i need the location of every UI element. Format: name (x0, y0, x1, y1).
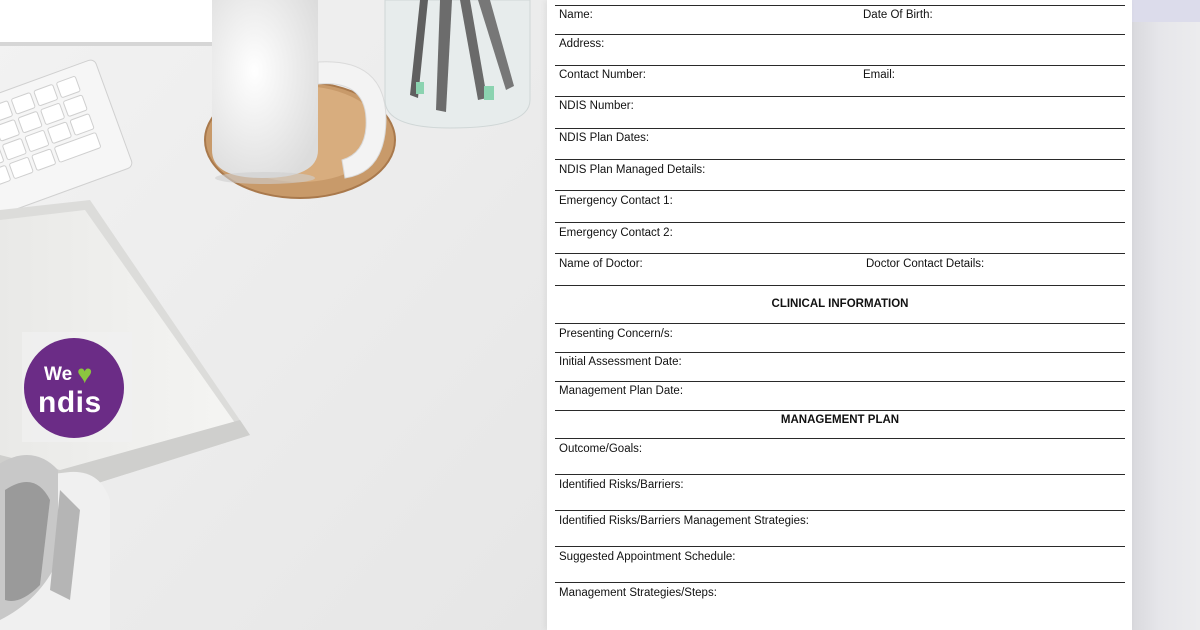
form-divider (555, 285, 1125, 286)
logo-panel (22, 332, 132, 442)
monitor-stand (0, 0, 225, 46)
field-label-risks-barriers: Identified Risks/Barriers: (559, 479, 684, 491)
form-divider (555, 159, 1125, 160)
heart-icon: ♥ (77, 359, 93, 389)
form-divider (555, 381, 1125, 382)
form-divider (555, 582, 1125, 583)
ndis-logo (24, 338, 124, 438)
form-divider (555, 323, 1125, 324)
field-label-presenting-concern: Presenting Concern/s: (559, 328, 673, 340)
pen-jar (385, 0, 530, 128)
form-divider (555, 438, 1125, 439)
form-divider (555, 546, 1125, 547)
field-label-address: Address: (559, 38, 605, 50)
field-label-management-steps: Management Strategies/Steps: (559, 587, 717, 599)
form-divider (555, 96, 1125, 97)
field-label-doctor-contact: Doctor Contact Details: (866, 258, 985, 270)
field-label-risk-management-strategies: Identified Risks/Barriers Management Strategies: (559, 515, 809, 527)
form-divider (555, 5, 1125, 6)
form-divider (555, 222, 1125, 223)
form-divider (555, 253, 1125, 254)
form-divider (555, 128, 1125, 129)
client-form (547, 0, 1132, 630)
field-label-emergency-contact-1: Emergency Contact 1: (559, 195, 673, 207)
field-label-emergency-contact-2: Emergency Contact 2: (559, 227, 673, 239)
section-title-clinical: CLINICAL INFORMATION (771, 298, 909, 310)
headphones (0, 455, 110, 630)
background-tint (1132, 0, 1200, 22)
field-label-ndis-number: NDIS Number: (559, 100, 634, 112)
form-divider (555, 474, 1125, 475)
logo-ndis-text: ndis (38, 386, 102, 419)
form-divider (555, 34, 1125, 35)
form-divider (555, 190, 1125, 191)
field-label-contact-number: Contact Number: (559, 69, 646, 81)
form-divider (555, 510, 1125, 511)
background-strip (1132, 0, 1200, 630)
field-label-plan-dates: NDIS Plan Dates: (559, 132, 650, 144)
desk-photo (0, 0, 547, 630)
field-label-plan-managed-details: NDIS Plan Managed Details: (559, 164, 706, 176)
form-divider (555, 410, 1125, 411)
form-divider (555, 65, 1125, 66)
form-divider (555, 352, 1125, 353)
field-label-date-of-birth: Date Of Birth: (863, 9, 933, 21)
section-title-management: MANAGEMENT PLAN (780, 414, 900, 426)
field-label-outcome-goals: Outcome/Goals: (559, 443, 643, 455)
field-label-appointment-schedule: Suggested Appointment Schedule: (559, 551, 736, 563)
field-label-name-of-doctor: Name of Doctor: (559, 258, 643, 270)
field-label-email: Email: (863, 69, 895, 81)
field-label-management-plan-date: Management Plan Date: (559, 385, 684, 397)
logo-we-text: We (44, 364, 73, 385)
field-label-initial-assessment-date: Initial Assessment Date: (559, 356, 682, 368)
field-label-name: Name: (559, 9, 593, 21)
